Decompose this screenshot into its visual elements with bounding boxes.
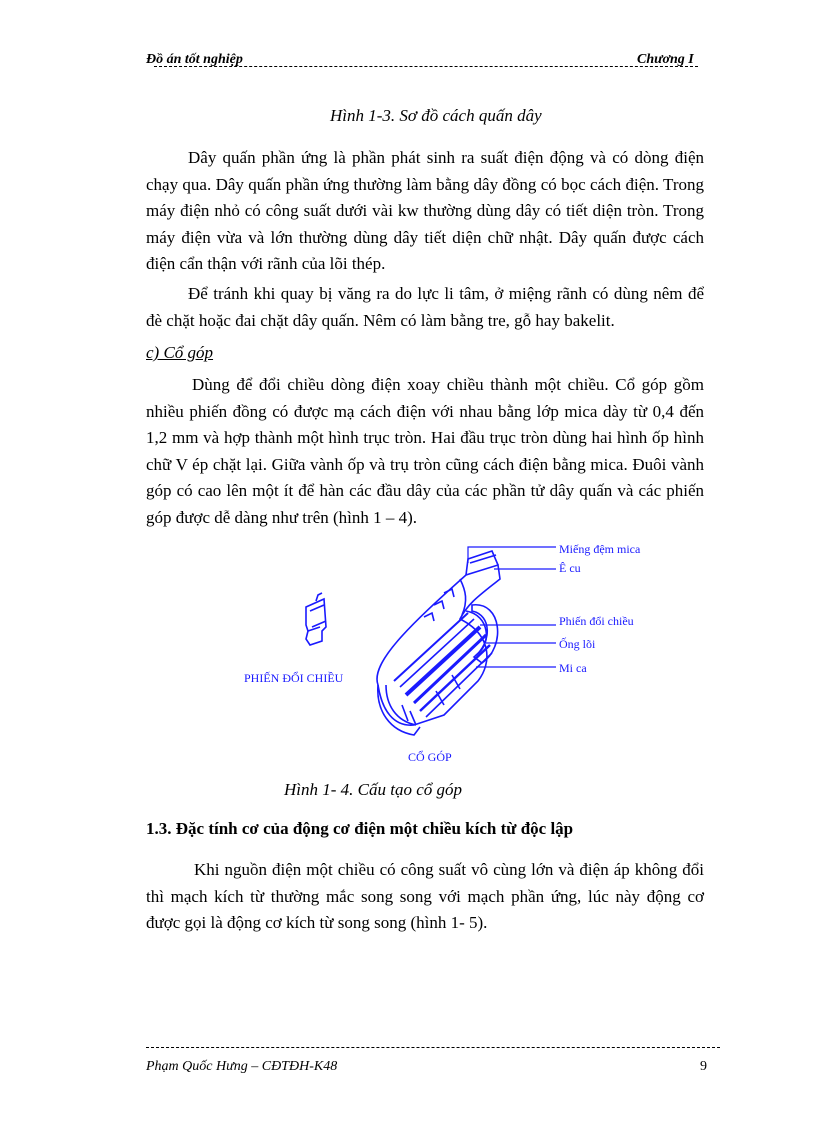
paragraph-armature-winding: Dây quấn phần ứng là phần phát sinh ra suất điện động và có dòng điện chạy qua. Dây quấn phần ứng thường làm bằng dây đồng có bọc cách điện. Trong máy điện nhỏ có công suất dưới vài kw thường dùng dây có tiết diện tròn. Trong máy điện vừa và lớn thường dùng dây tiết diện chữ nhật. Dây quấn được cách điện cẩn thận với rãnh của lõi thép. [146,148,704,273]
paragraph-wedge: Để tránh khi quay bị văng ra do lực li tâm, ở miệng rãnh có dùng nêm để đè chặt hoặc đai chặt dây quấn. Nêm có làm bằng tre, gỗ hay bakelit. [146,284,704,330]
label-nut: Ê cu [559,561,581,575]
paragraph-commutator: Dùng để đổi chiều dòng điện xoay chiều thành một chiều. Cổ góp gồm nhiều phiến đồng có được mạ cách điện với nhau bằng lớp mica dày từ 0,4 đến 1,2 mm và hợp thành một hình trục tròn. Hai đầu trục tròn dùng hai hình ốp hình chữ V ép chặt lại. Giữa vành ốp và trụ tròn cũng cách điện bằng mica. Đuôi vành góp có cao lên một ít để hàn các đầu dây của các phần tử dây quấn và các phiến góp được dễ dàng như trên (hình 1 – 4). [146,375,704,527]
header-divider [154,66,698,67]
label-commutator-segment: Phiến đổi chiều [559,614,634,628]
subheading-commutator: c) Cổ góp [146,343,214,362]
footer-divider [146,1047,720,1048]
commutator-drawing [377,551,500,735]
label-segment-caps: PHIẾN ĐỔI CHIỀU [244,671,344,685]
label-commutator: CỔ GÓP [408,750,452,764]
figure-1-4-caption: Hình 1- 4. Cấu tạo cổ góp [284,780,463,799]
commutator-figure [230,535,670,770]
label-core-tube: Ống lõi [559,637,596,651]
footer-author: Phạm Quốc Hưng – CĐTĐH-K48 [146,1059,338,1074]
paragraph-separately-excited: Khi nguồn điện một chiều có công suất vô cùng lớn và điện áp không đổi thì mạch kích từ thường mắc song song với mạch phần ứng, lúc này động cơ được gọi là động cơ kích từ song song (hình 1- 5). [146,860,704,932]
header-title: Đồ án tốt nghiệp [146,52,243,67]
page-number: 9 [700,1059,707,1074]
label-mica: Mi ca [559,661,587,675]
figure-1-3-caption: Hình 1-3. Sơ đồ cách quấn dây [330,106,542,125]
header-chapter: Chương I [637,52,694,67]
section-heading: 1.3. Đặc tính cơ của động cơ điện một chiều kích từ độc lập [146,819,574,838]
label-mica-spacer: Miếng đệm mica [559,542,641,556]
commutator-segment-drawing [306,593,326,645]
